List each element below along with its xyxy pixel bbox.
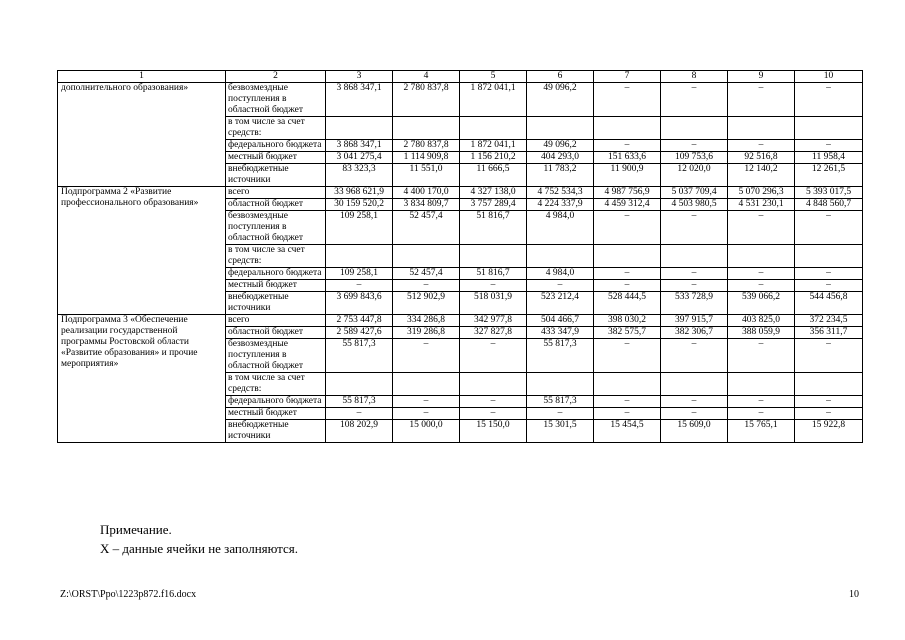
value-cell: – bbox=[460, 280, 527, 292]
value-cell: 2 753 447,8 bbox=[326, 315, 393, 327]
value-cell bbox=[460, 373, 527, 396]
value-cell: 49 096,2 bbox=[527, 83, 594, 117]
value-cell bbox=[527, 117, 594, 140]
value-cell: 11 783,2 bbox=[527, 164, 594, 187]
value-cell: 15 301,5 bbox=[527, 420, 594, 443]
value-cell: 3 834 809,7 bbox=[393, 199, 460, 211]
column-header: 2 bbox=[226, 71, 326, 83]
value-cell: – bbox=[594, 280, 661, 292]
table-body bbox=[58, 83, 863, 443]
funding-source-label: безвозмездные поступления в областной бюджет bbox=[226, 83, 326, 117]
value-cell: – bbox=[326, 280, 393, 292]
value-cell: 4 400 170,0 bbox=[393, 187, 460, 199]
value-cell: 4 752 534,3 bbox=[527, 187, 594, 199]
footer-file-path: Z:\ORST\Ppo\1223p872.f16.docx bbox=[60, 589, 197, 600]
value-cell: 319 286,8 bbox=[393, 327, 460, 339]
funding-source-label: местный бюджет bbox=[226, 280, 326, 292]
value-cell: 15 765,1 bbox=[728, 420, 795, 443]
value-cell: – bbox=[795, 339, 863, 373]
column-header: 8 bbox=[661, 71, 728, 83]
value-cell: 1 872 041,1 bbox=[460, 83, 527, 117]
value-cell: – bbox=[661, 339, 728, 373]
value-cell bbox=[661, 117, 728, 140]
funding-source-label: в том числе за счет средств: bbox=[226, 117, 326, 140]
value-cell: 382 306,7 bbox=[661, 327, 728, 339]
value-cell: – bbox=[661, 83, 728, 117]
value-cell: 92 516,8 bbox=[728, 152, 795, 164]
value-cell: – bbox=[460, 408, 527, 420]
value-cell bbox=[728, 245, 795, 268]
funding-source-label: безвозмездные поступления в областной бюджет bbox=[226, 339, 326, 373]
value-cell bbox=[728, 117, 795, 140]
value-cell: – bbox=[661, 396, 728, 408]
value-cell: – bbox=[661, 408, 728, 420]
budget-table bbox=[57, 70, 863, 443]
table-row bbox=[58, 83, 863, 117]
value-cell: – bbox=[594, 140, 661, 152]
funding-source-label: местный бюджет bbox=[226, 152, 326, 164]
value-cell: 334 286,8 bbox=[393, 315, 460, 327]
value-cell: – bbox=[527, 408, 594, 420]
value-cell bbox=[527, 245, 594, 268]
value-cell: – bbox=[728, 396, 795, 408]
value-cell: 11 900,9 bbox=[594, 164, 661, 187]
value-cell bbox=[393, 245, 460, 268]
value-cell bbox=[326, 373, 393, 396]
value-cell: – bbox=[594, 83, 661, 117]
column-header: 7 bbox=[594, 71, 661, 83]
value-cell: 4 503 980,5 bbox=[661, 199, 728, 211]
funding-source-label: федерального бюджета bbox=[226, 268, 326, 280]
value-cell: 3 699 843,6 bbox=[326, 292, 393, 315]
value-cell: 4 848 560,7 bbox=[795, 199, 863, 211]
note-title: Примечание. bbox=[100, 522, 172, 537]
value-cell: 55 817,3 bbox=[326, 396, 393, 408]
value-cell: 528 444,5 bbox=[594, 292, 661, 315]
value-cell bbox=[795, 245, 863, 268]
value-cell: 4 531 230,1 bbox=[728, 199, 795, 211]
value-cell: 1 114 909,8 bbox=[393, 152, 460, 164]
value-cell: 3 868 347,1 bbox=[326, 83, 393, 117]
value-cell: 151 633,6 bbox=[594, 152, 661, 164]
value-cell: 15 150,0 bbox=[460, 420, 527, 443]
column-header: 4 bbox=[393, 71, 460, 83]
value-cell: 11 958,4 bbox=[795, 152, 863, 164]
table-row bbox=[58, 315, 863, 327]
value-cell: 3 868 347,1 bbox=[326, 140, 393, 152]
funding-source-label: всего bbox=[226, 315, 326, 327]
value-cell: – bbox=[795, 268, 863, 280]
value-cell: – bbox=[594, 268, 661, 280]
column-header: 3 bbox=[326, 71, 393, 83]
value-cell: 533 728,9 bbox=[661, 292, 728, 315]
value-cell: 49 096,2 bbox=[527, 140, 594, 152]
value-cell bbox=[594, 245, 661, 268]
value-cell: 5 070 296,3 bbox=[728, 187, 795, 199]
funding-source-label: федерального бюджета bbox=[226, 140, 326, 152]
value-cell: 544 456,8 bbox=[795, 292, 863, 315]
value-cell: – bbox=[728, 408, 795, 420]
value-cell: 109 753,6 bbox=[661, 152, 728, 164]
value-cell bbox=[594, 117, 661, 140]
value-cell: – bbox=[661, 268, 728, 280]
value-cell: – bbox=[795, 211, 863, 245]
value-cell: 108 202,9 bbox=[326, 420, 393, 443]
value-cell bbox=[326, 245, 393, 268]
value-cell: 539 066,2 bbox=[728, 292, 795, 315]
value-cell: 15 454,5 bbox=[594, 420, 661, 443]
value-cell: 52 457,4 bbox=[393, 268, 460, 280]
value-cell: 372 234,5 bbox=[795, 315, 863, 327]
funding-source-label: областной бюджет bbox=[226, 327, 326, 339]
value-cell: – bbox=[661, 211, 728, 245]
value-cell: 4 984,0 bbox=[527, 211, 594, 245]
value-cell: 382 575,7 bbox=[594, 327, 661, 339]
program-title: дополнительного образования» bbox=[58, 83, 226, 187]
value-cell: 5 393 017,5 bbox=[795, 187, 863, 199]
value-cell: 356 311,7 bbox=[795, 327, 863, 339]
value-cell: – bbox=[728, 339, 795, 373]
value-cell bbox=[527, 373, 594, 396]
table-header bbox=[58, 71, 863, 83]
value-cell: 4 459 312,4 bbox=[594, 199, 661, 211]
value-cell: – bbox=[594, 408, 661, 420]
value-cell: 15 609,0 bbox=[661, 420, 728, 443]
value-cell: 15 922,8 bbox=[795, 420, 863, 443]
value-cell: 3 041 275,4 bbox=[326, 152, 393, 164]
value-cell bbox=[393, 117, 460, 140]
funding-source-label: внебюджетные источники bbox=[226, 164, 326, 187]
value-cell: 342 977,8 bbox=[460, 315, 527, 327]
value-cell: 1 156 210,2 bbox=[460, 152, 527, 164]
value-cell: 2 780 837,8 bbox=[393, 140, 460, 152]
program-title: Подпрограмма 2 «Развитие профессионального образования» bbox=[58, 187, 226, 315]
value-cell: 33 968 621,9 bbox=[326, 187, 393, 199]
value-cell: 397 915,7 bbox=[661, 315, 728, 327]
value-cell: – bbox=[728, 268, 795, 280]
value-cell bbox=[795, 117, 863, 140]
value-cell: – bbox=[728, 140, 795, 152]
value-cell: 55 817,3 bbox=[527, 396, 594, 408]
value-cell: – bbox=[393, 408, 460, 420]
value-cell: 4 224 337,9 bbox=[527, 199, 594, 211]
value-cell: – bbox=[594, 396, 661, 408]
value-cell: 11 551,0 bbox=[393, 164, 460, 187]
column-header: 10 bbox=[795, 71, 863, 83]
value-cell: – bbox=[661, 280, 728, 292]
value-cell: – bbox=[795, 140, 863, 152]
value-cell: 1 872 041,1 bbox=[460, 140, 527, 152]
value-cell: 2 589 427,6 bbox=[326, 327, 393, 339]
value-cell: 12 261,5 bbox=[795, 164, 863, 187]
column-header: 1 bbox=[58, 71, 226, 83]
note-text: Х – данные ячейки не заполняются. bbox=[100, 541, 299, 556]
value-cell: 403 825,0 bbox=[728, 315, 795, 327]
value-cell: – bbox=[460, 396, 527, 408]
value-cell: 433 347,9 bbox=[527, 327, 594, 339]
value-cell: 388 059,9 bbox=[728, 327, 795, 339]
value-cell: – bbox=[460, 339, 527, 373]
value-cell bbox=[460, 117, 527, 140]
value-cell: – bbox=[393, 396, 460, 408]
value-cell: – bbox=[728, 211, 795, 245]
value-cell: 83 323,3 bbox=[326, 164, 393, 187]
table-row bbox=[58, 187, 863, 199]
funding-source-label: областной бюджет bbox=[226, 199, 326, 211]
value-cell: 512 902,9 bbox=[393, 292, 460, 315]
column-header: 5 bbox=[460, 71, 527, 83]
value-cell: 504 466,7 bbox=[527, 315, 594, 327]
value-cell: 55 817,3 bbox=[527, 339, 594, 373]
value-cell: 109 258,1 bbox=[326, 211, 393, 245]
value-cell: – bbox=[728, 83, 795, 117]
column-header: 9 bbox=[728, 71, 795, 83]
value-cell: – bbox=[661, 140, 728, 152]
value-cell: 52 457,4 bbox=[393, 211, 460, 245]
value-cell: – bbox=[795, 408, 863, 420]
funding-source-label: местный бюджет bbox=[226, 408, 326, 420]
value-cell: – bbox=[594, 339, 661, 373]
program-title: Подпрограмма 3 «Обеспечение реализации государственной программы Ростовской области «Развитие образования» и прочие мероприятия» bbox=[58, 315, 226, 443]
funding-source-label: внебюджетные источники bbox=[226, 292, 326, 315]
funding-source-label: в том числе за счет средств: bbox=[226, 245, 326, 268]
value-cell: 404 293,0 bbox=[527, 152, 594, 164]
funding-source-label: федерального бюджета bbox=[226, 396, 326, 408]
value-cell: 4 987 756,9 bbox=[594, 187, 661, 199]
value-cell bbox=[661, 245, 728, 268]
value-cell bbox=[594, 373, 661, 396]
value-cell: – bbox=[728, 280, 795, 292]
value-cell: 51 816,7 bbox=[460, 211, 527, 245]
funding-source-label: в том числе за счет средств: bbox=[226, 373, 326, 396]
value-cell: – bbox=[795, 83, 863, 117]
column-header: 6 bbox=[527, 71, 594, 83]
value-cell: – bbox=[795, 396, 863, 408]
value-cell: – bbox=[594, 211, 661, 245]
page-number: 10 bbox=[849, 589, 859, 600]
value-cell: 3 757 289,4 bbox=[460, 199, 527, 211]
funding-source-label: всего bbox=[226, 187, 326, 199]
value-cell: 12 140,2 bbox=[728, 164, 795, 187]
value-cell bbox=[661, 373, 728, 396]
value-cell: – bbox=[393, 339, 460, 373]
value-cell: 518 031,9 bbox=[460, 292, 527, 315]
value-cell: 12 020,0 bbox=[661, 164, 728, 187]
value-cell: 523 212,4 bbox=[527, 292, 594, 315]
value-cell: 4 327 138,0 bbox=[460, 187, 527, 199]
value-cell: – bbox=[795, 280, 863, 292]
value-cell: 327 827,8 bbox=[460, 327, 527, 339]
value-cell: – bbox=[393, 280, 460, 292]
value-cell bbox=[728, 373, 795, 396]
value-cell: – bbox=[326, 408, 393, 420]
value-cell: 15 000,0 bbox=[393, 420, 460, 443]
value-cell bbox=[795, 373, 863, 396]
value-cell: 5 037 709,4 bbox=[661, 187, 728, 199]
value-cell: 109 258,1 bbox=[326, 268, 393, 280]
value-cell bbox=[460, 245, 527, 268]
value-cell: – bbox=[527, 280, 594, 292]
value-cell: 11 666,5 bbox=[460, 164, 527, 187]
value-cell: 55 817,3 bbox=[326, 339, 393, 373]
value-cell: 30 159 520,2 bbox=[326, 199, 393, 211]
value-cell: 4 984,0 bbox=[527, 268, 594, 280]
funding-source-label: безвозмездные поступления в областной бюджет bbox=[226, 211, 326, 245]
funding-source-label: внебюджетные источники bbox=[226, 420, 326, 443]
value-cell: 51 816,7 bbox=[460, 268, 527, 280]
value-cell: 2 780 837,8 bbox=[393, 83, 460, 117]
value-cell bbox=[326, 117, 393, 140]
value-cell: 398 030,2 bbox=[594, 315, 661, 327]
value-cell bbox=[393, 373, 460, 396]
